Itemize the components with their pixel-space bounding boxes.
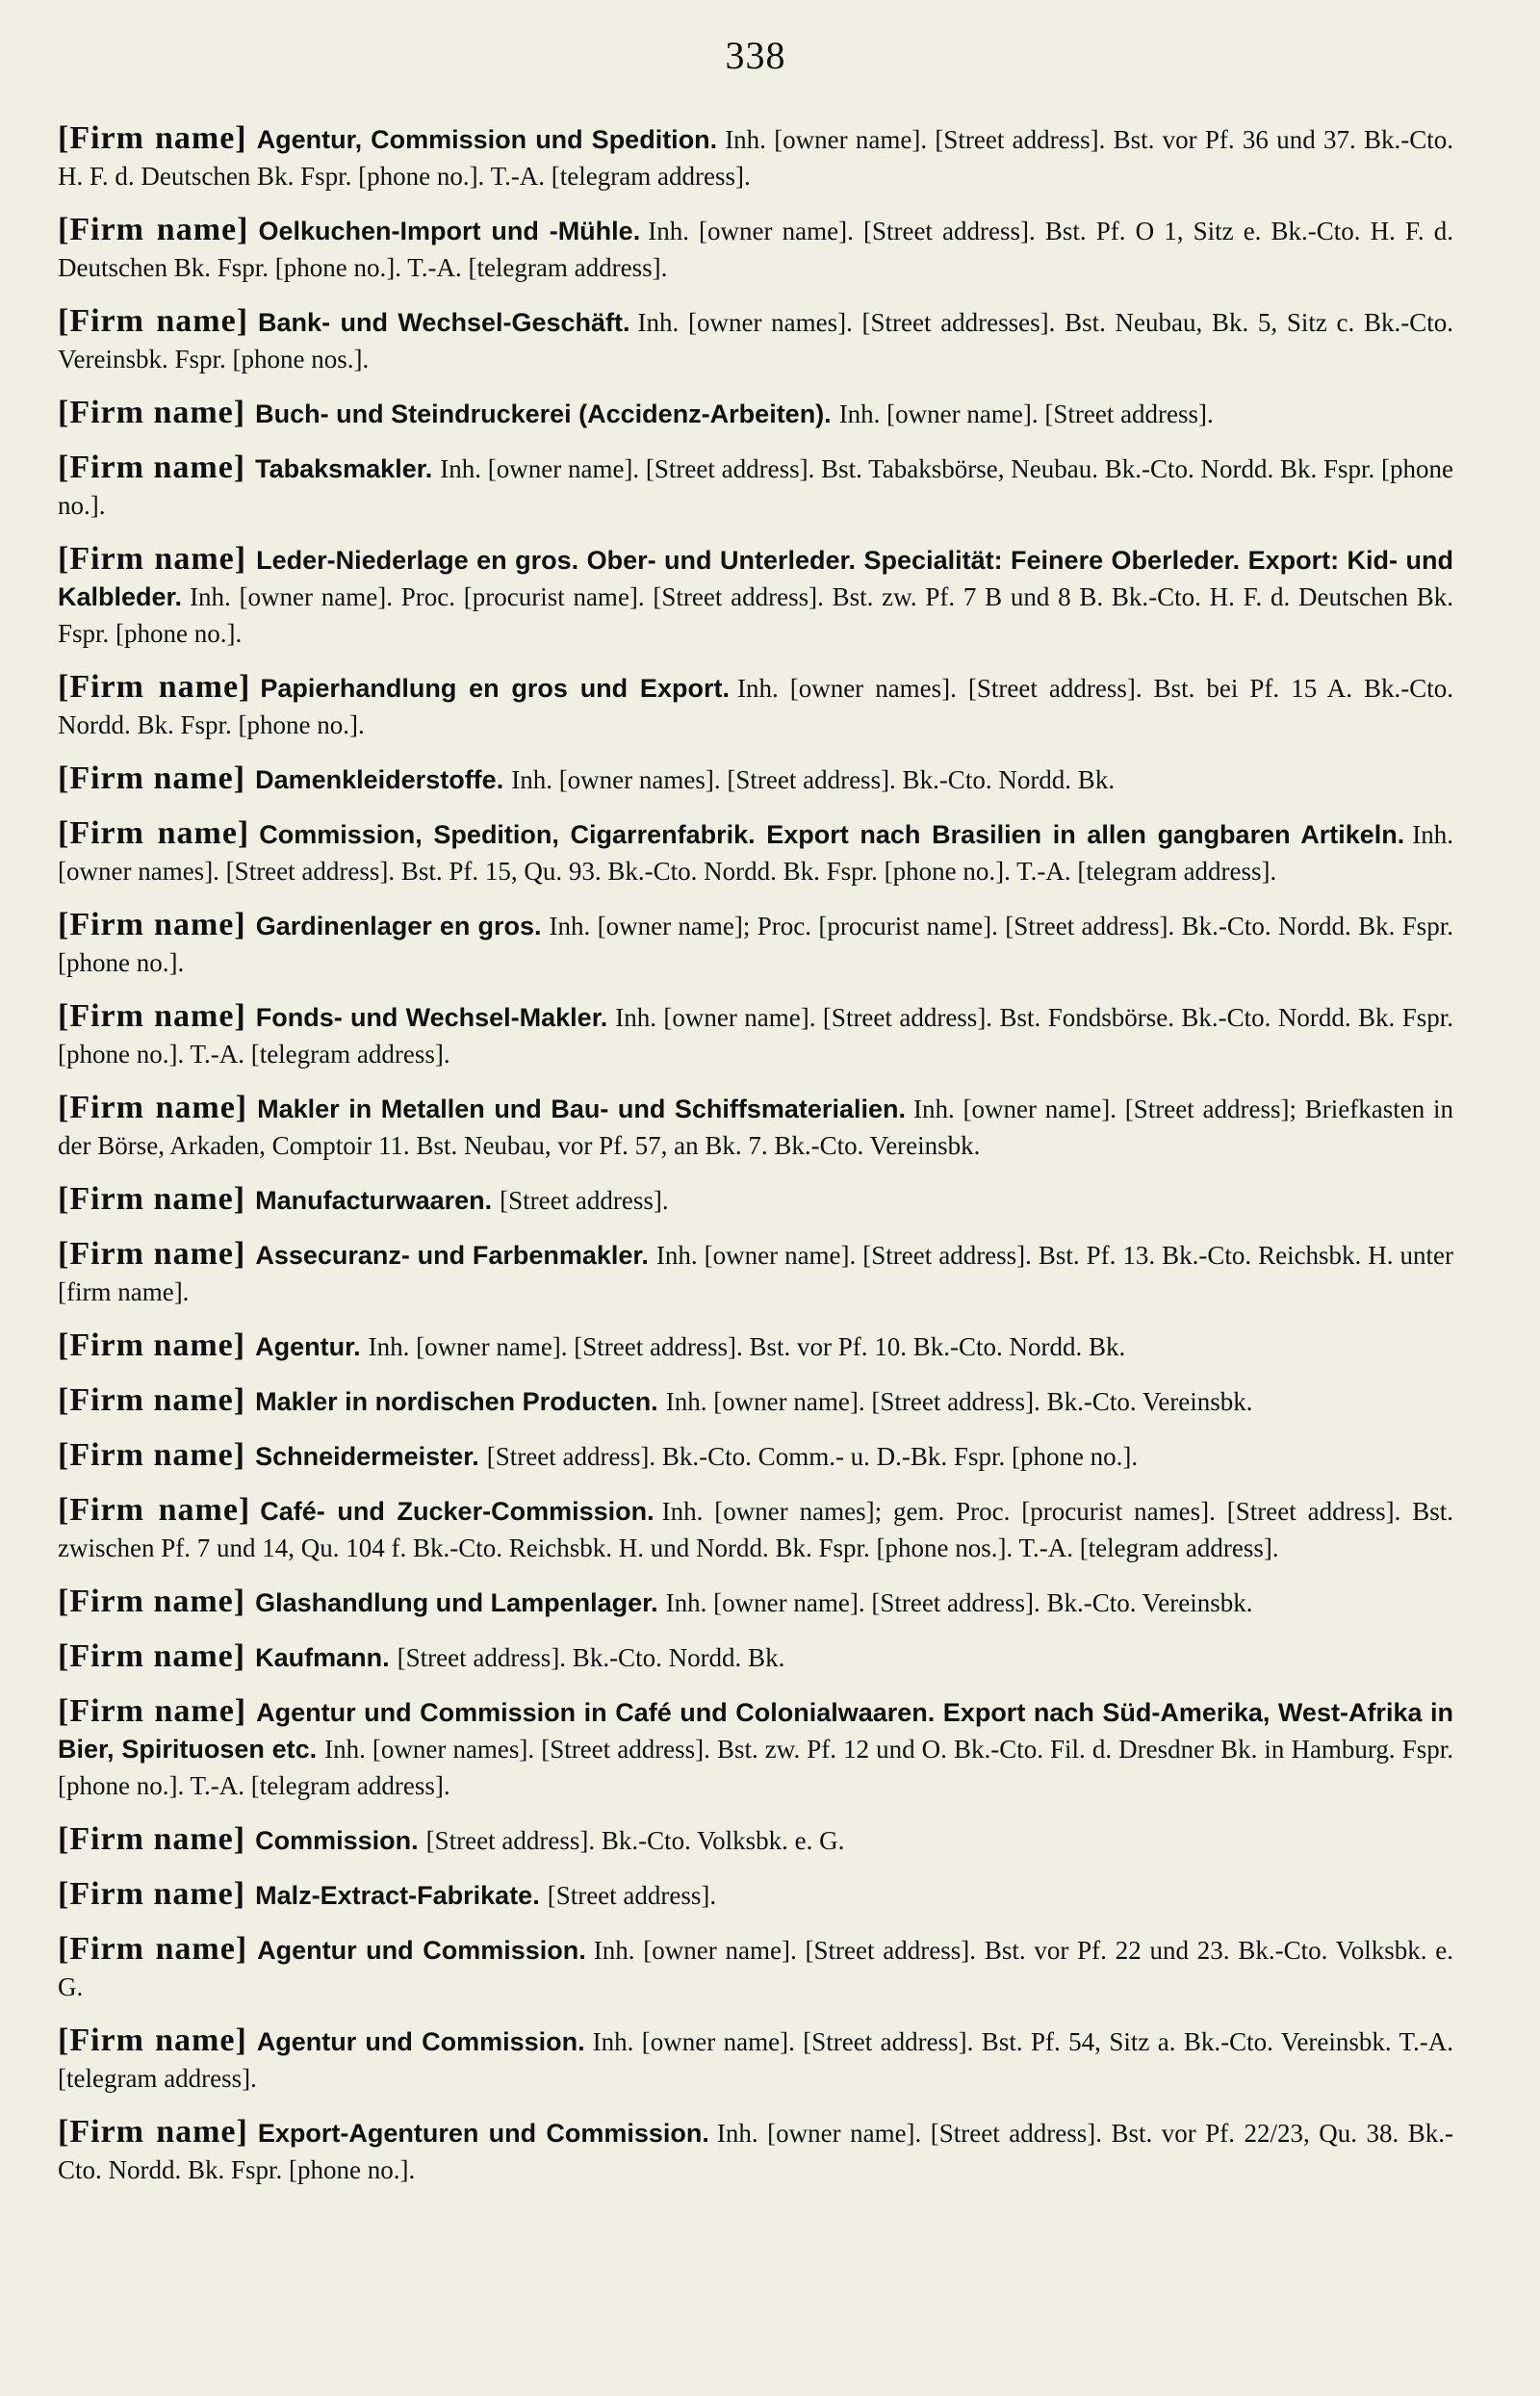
entry-business: Tabaksmakler. xyxy=(255,454,433,483)
entry-details: Inh. [owner name]. [Street address]. Bst. vor Pf. 22/23, Qu. 38. Bk.-Cto. Nordd. Bk. Fspr. [phone no.]. xyxy=(58,2119,1453,2184)
entry-name: [Firm name] xyxy=(58,1931,248,1967)
directory-entry xyxy=(58,1236,1453,1310)
directory-entry xyxy=(58,303,1453,377)
entry-business: Agentur, Commission und Spedition. xyxy=(256,125,718,154)
directory-entry xyxy=(58,1090,1453,1164)
entry-name: [Firm name] xyxy=(58,1181,246,1217)
entry-business: Export-Agenturen und Commission. xyxy=(257,2119,709,2148)
directory-entry xyxy=(58,450,1453,524)
entry-name: [Firm name] xyxy=(58,541,247,577)
entry-details: [Street address]. Bk.-Cto. Nordd. Bk. xyxy=(397,1643,785,1672)
entry-business: Agentur und Commission in Café und Colonialwaaren. Export nach Süd-Amerika, West-Afrika in Bier, Spirituosen etc. xyxy=(58,1698,1453,1764)
directory-entry xyxy=(58,760,1453,798)
entry-name: [Firm name] xyxy=(58,120,247,156)
entry-name: [Firm name] xyxy=(58,907,246,942)
entry-name: [Firm name] xyxy=(58,1876,246,1912)
entry-name: [Firm name] xyxy=(58,2114,248,2150)
entry-name: [Firm name] xyxy=(58,998,246,1034)
entry-business: Gardinenlager en gros. xyxy=(255,912,542,940)
entry-details: [Street address]. Bk.-Cto. Comm.- u. D.-Bk. Fspr. [phone no.]. xyxy=(486,1442,1139,1471)
entry-details: Inh. [owner name]. [Street address]. xyxy=(838,399,1214,428)
entry-details: Inh. [owner name]. [Street address]. Bst. vor Pf. 22 und 23. Bk.-Cto. Volksbk. e. G. xyxy=(58,1936,1453,2001)
entry-business: Makler in Metallen und Bau- und Schiffsmaterialien. xyxy=(257,1095,906,1123)
directory-entries xyxy=(58,120,1453,2188)
entry-business: Agentur und Commission. xyxy=(257,1936,586,1965)
entry-details: Inh. [owner names]. [Street address]. Bst. Pf. 15, Qu. 93. Bk.-Cto. Nordd. Bk. Fspr. [phone no.]. T.-A. [telegram address]. xyxy=(58,820,1453,886)
entry-business: Café- und Zucker-Commission. xyxy=(260,1497,654,1526)
entry-name: [Firm name] xyxy=(58,212,249,247)
entry-details: Inh. [owner names]. [Street address]. Bst. zw. Pf. 12 und O. Bk.-Cto. Fil. d. Dresdner Bk. in Hamburg. Fspr. [phone no.]. T.-A. [telegram address]. xyxy=(58,1735,1453,1800)
entry-name: [Firm name] xyxy=(58,1382,246,1418)
entry-details: Inh. [owner name]. [Street address]. Bst. Pf. 13. Bk.-Cto. Reichsbk. H. unter [firm name]. xyxy=(58,1241,1453,1306)
entry-details: Inh. [owner name]. [Street address]. Bk.-Cto. Vereinsbk. xyxy=(665,1387,1253,1416)
page-number: 338 xyxy=(725,34,786,77)
entry-business: Kaufmann. xyxy=(255,1643,390,1672)
entry-details: Inh. [owner name]. [Street address]. Bst. vor Pf. 36 und 37. Bk.-Cto. H. F. d. Deutschen Bk. Fspr. [phone no.]. T.-A. [telegram address]. xyxy=(58,125,1453,191)
entry-name: [Firm name] xyxy=(58,1236,246,1272)
entry-details: Inh. [owner name]. Proc. [procurist name]. [Street address]. Bst. zw. Pf. 7 B und 8 B. Bk.-Cto. H. F. d. Deutschen Bk. Fspr. [phone no.]. xyxy=(58,582,1453,648)
directory-entry xyxy=(58,1327,1453,1365)
directory-entry xyxy=(58,1181,1453,1219)
directory-entry xyxy=(58,1382,1453,1420)
entry-name: [Firm name] xyxy=(58,1090,248,1125)
directory-entry xyxy=(58,1931,1453,2005)
entry-business: Manufacturwaaren. xyxy=(255,1186,493,1215)
directory-entry xyxy=(58,1821,1453,1859)
directory-entry xyxy=(58,669,1453,743)
directory-entry xyxy=(58,120,1453,194)
entry-business: Fonds- und Wechsel-Makler. xyxy=(255,1003,608,1032)
entry-business: Bank- und Wechsel-Geschäft. xyxy=(258,308,630,337)
directory-entry xyxy=(58,907,1453,981)
entry-details: Inh. [owner name]. [Street address]. Bst. vor Pf. 10. Bk.-Cto. Nordd. Bk. xyxy=(368,1332,1126,1361)
directory-entry xyxy=(58,815,1453,889)
entry-details: Inh. [owner name]. [Street address]. Bst. Tabaksbörse, Neubau. Bk.-Cto. Nordd. Bk. Fspr. [phone no.]. xyxy=(58,454,1453,520)
entry-business: Leder-Niederlage en gros. Ober- und Unterleder. Specialität: Feinere Oberleder. Export: Kid- und Kalbleder. xyxy=(58,546,1453,611)
entry-name: [Firm name] xyxy=(58,2022,247,2058)
entry-name: [Firm name] xyxy=(58,1693,247,1729)
entry-name: [Firm name] xyxy=(58,1327,246,1363)
entry-name: [Firm name] xyxy=(58,1584,246,1619)
entry-name: [Firm name] xyxy=(58,450,246,485)
entry-details: Inh. [owner names]. [Street address]. Bk.-Cto. Nordd. Bk. xyxy=(511,765,1116,794)
entry-business: Assecuranz- und Farbenmakler. xyxy=(255,1241,649,1270)
directory-entry xyxy=(58,2114,1453,2188)
entry-business: Papierhandlung en gros und Export. xyxy=(260,674,730,703)
directory-entry xyxy=(58,998,1453,1072)
entry-business: Commission, Spedition, Cigarrenfabrik. Export nach Brasilien in allen gangbaren Artikeln. xyxy=(259,820,1405,849)
entry-name: [Firm name] xyxy=(58,303,249,339)
entry-name: [Firm name] xyxy=(58,669,251,705)
entry-business: Agentur. xyxy=(255,1332,361,1361)
entry-name: [Firm name] xyxy=(58,1821,246,1857)
entry-details: Inh. [owner name]. [Street address]. Bst. Pf. O 1, Sitz e. Bk.-Cto. H. F. d. Deutschen Bk. Fspr. [phone no.]. T.-A. [telegram address]. xyxy=(58,217,1453,282)
directory-entry xyxy=(58,1638,1453,1676)
entry-details: Inh. [owner names]. [Street addresses]. Bst. Neubau, Bk. 5, Sitz c. Bk.-Cto. Vereinsbk. Fspr. [phone nos.]. xyxy=(58,308,1453,374)
entry-details: [Street address]. xyxy=(547,1881,717,1910)
directory-entry xyxy=(58,1876,1453,1914)
entry-business: Schneidermeister. xyxy=(255,1442,479,1471)
entry-business: Buch- und Steindruckerei (Accidenz-Arbeiten). xyxy=(255,399,832,428)
entry-details: [Street address]. Bk.-Cto. Volksbk. e. G. xyxy=(425,1826,845,1855)
entry-business: Agentur und Commission. xyxy=(256,2027,585,2056)
directory-entry xyxy=(58,2022,1453,2097)
directory-entry xyxy=(58,1693,1453,1804)
entry-business: Glashandlung und Lampenlager. xyxy=(255,1588,658,1617)
entry-details: Inh. [owner name]; Proc. [procurist name]. [Street address]. Bk.-Cto. Nordd. Bk. Fspr. [phone no.]. xyxy=(58,912,1453,977)
directory-entry xyxy=(58,541,1453,652)
entry-details: Inh. [owner names]. [Street address]. Bst. bei Pf. 15 A. Bk.-Cto. Nordd. Bk. Fspr. [phone no.]. xyxy=(58,674,1453,739)
entry-name: [Firm name] xyxy=(58,1638,246,1674)
entry-name: [Firm name] xyxy=(58,815,250,851)
directory-entry xyxy=(58,1437,1453,1475)
entry-details: Inh. [owner name]. [Street address]. Bst. Fondsbörse. Bk.-Cto. Nordd. Bk. Fspr. [phone no.]. T.-A. [telegram address]. xyxy=(58,1003,1453,1069)
entry-name: [Firm name] xyxy=(58,395,246,430)
directory-entry xyxy=(58,395,1453,432)
entry-details: Inh. [owner name]. [Street address]. Bk.-Cto. Vereinsbk. xyxy=(665,1588,1253,1617)
entry-name: [Firm name] xyxy=(58,1437,246,1473)
entry-business: Makler in nordischen Producten. xyxy=(255,1387,658,1416)
entry-details: Inh. [owner name]. [Street address]; Briefkasten in der Börse, Arkaden, Comptoir 11. Bst. Neubau, vor Pf. 57, an Bk. 7. Bk.-Cto. Vereinsbk. xyxy=(58,1095,1453,1160)
directory-entry xyxy=(58,1584,1453,1621)
entry-business: Malz-Extract-Fabrikate. xyxy=(255,1881,540,1910)
entry-details: Inh. [owner names]; gem. Proc. [procurist names]. [Street address]. Bst. zwischen Pf. 7 und 14, Qu. 104 f. Bk.-Cto. Reichsbk. H. und Nordd. Bk. Fspr. [phone nos.]. T.-A. [telegram address]. xyxy=(58,1497,1453,1562)
entry-business: Damenkleiderstoffe. xyxy=(255,765,504,794)
entry-business: Commission. xyxy=(255,1826,419,1855)
entry-name: [Firm name] xyxy=(58,1492,251,1528)
entry-details: [Street address]. xyxy=(500,1186,669,1215)
entry-business: Oelkuchen-Import und -Mühle. xyxy=(258,217,641,245)
entry-details: Inh. [owner name]. [Street address]. Bst. Pf. 54, Sitz a. Bk.-Cto. Vereinsbk. T.-A. [telegram address]. xyxy=(58,2027,1453,2093)
entry-name: [Firm name] xyxy=(58,760,246,796)
directory-entry xyxy=(58,1492,1453,1566)
directory-entry xyxy=(58,212,1453,286)
